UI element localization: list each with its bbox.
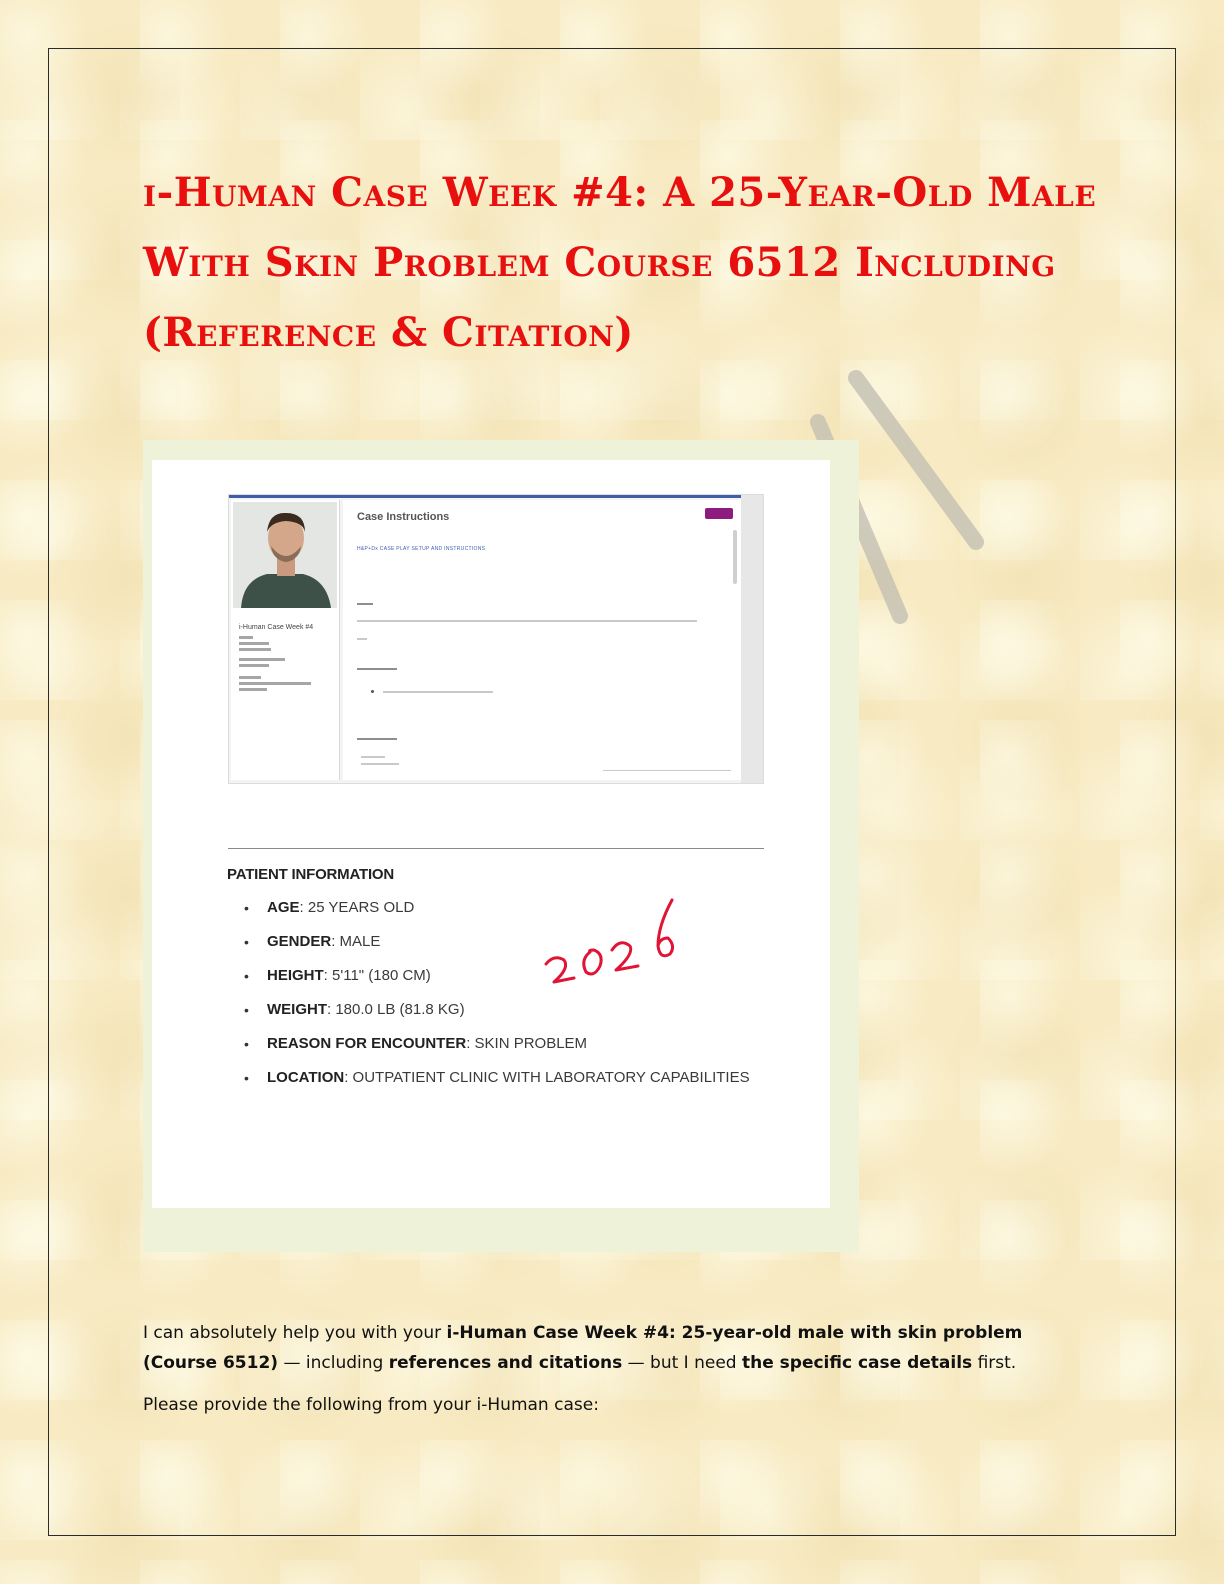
case-instructions-panel [343, 500, 741, 780]
patient-info-location [244, 1067, 750, 1101]
body-text [143, 1318, 1043, 1420]
blurred-heading [357, 668, 397, 670]
instructions-scrollbar[interactable] [733, 530, 737, 584]
case-app-preview [228, 494, 764, 784]
text-run-bold: references and citations [388, 1353, 623, 1373]
request-paragraph: Please provide the following from your i-Human case: [143, 1395, 599, 1415]
blurred-heading [357, 738, 397, 740]
blurred-footer [603, 770, 731, 771]
text-run: first. [972, 1353, 1017, 1373]
patient-avatar [233, 502, 337, 608]
blurred-text-line [383, 691, 493, 693]
intro-paragraph [143, 1318, 1043, 1378]
patient-summary [239, 624, 335, 719]
info-key: GENDER [267, 933, 332, 950]
patient-info-reason [244, 1033, 750, 1067]
bullet-icon: • [244, 1070, 249, 1086]
patient-photo-icon [233, 502, 337, 608]
info-key: LOCATION [267, 1069, 345, 1086]
blurred-text-line [357, 620, 697, 622]
document-title: i-Human Case Week #4: A 25-Year-Old Male With Skin Problem Course 6512 Including (Reference & Citation) [143, 169, 1097, 356]
info-value: : 5'11" (180 CM) [323, 967, 431, 984]
text-run: I can absolutely help you with your [143, 1323, 447, 1343]
text-run-bold: the specific case details [741, 1353, 973, 1373]
bullet-icon [371, 690, 374, 693]
patient-info-heading: PATIENT INFORMATION [227, 866, 395, 883]
info-key: HEIGHT [267, 967, 324, 984]
patient-name: i-Human Case Week #4 [239, 624, 314, 631]
case-instructions-subtitle: H&P+Dx CASE PLAY SETUP AND INSTRUCTIONS [357, 546, 486, 552]
info-value: : 180.0 LB (81.8 KG) [327, 1001, 465, 1018]
blurred-patient-details [239, 636, 329, 716]
info-key: WEIGHT [267, 1001, 327, 1018]
text-run: — but I need [622, 1353, 742, 1373]
text-run-bold: i-Human Case Week #4: 25-year-old male with skin problem (Course 6512) [143, 1323, 1023, 1373]
blurred-heading [357, 603, 373, 605]
patient-sidebar [231, 500, 340, 780]
app-top-bar [229, 495, 741, 498]
bullet-icon: • [244, 1002, 249, 1018]
bullet-icon: • [244, 1036, 249, 1052]
info-key: AGE [267, 899, 300, 916]
text-run: — including [278, 1353, 389, 1373]
info-value: : 25 YEARS OLD [299, 899, 415, 916]
app-scrollbar [741, 495, 763, 783]
info-value: : SKIN PROBLEM [466, 1035, 588, 1052]
section-divider [228, 848, 764, 849]
case-instructions-title: Case Instructions [357, 511, 450, 523]
blurred-text-line [357, 638, 367, 640]
case-instructions-button[interactable] [705, 508, 733, 519]
bullet-icon: • [244, 968, 249, 984]
info-key: REASON FOR ENCOUNTER [267, 1035, 467, 1052]
info-value: : MALE [331, 933, 381, 950]
blurred-text-line [361, 763, 399, 765]
handwritten-year-2026 [540, 890, 690, 990]
info-value: : OUTPATIENT CLINIC WITH LABORATORY CAPABILITIES [344, 1069, 750, 1086]
blurred-text-line [361, 756, 385, 758]
patient-info-weight [244, 999, 750, 1033]
bullet-icon: • [244, 900, 249, 916]
bullet-icon: • [244, 934, 249, 950]
